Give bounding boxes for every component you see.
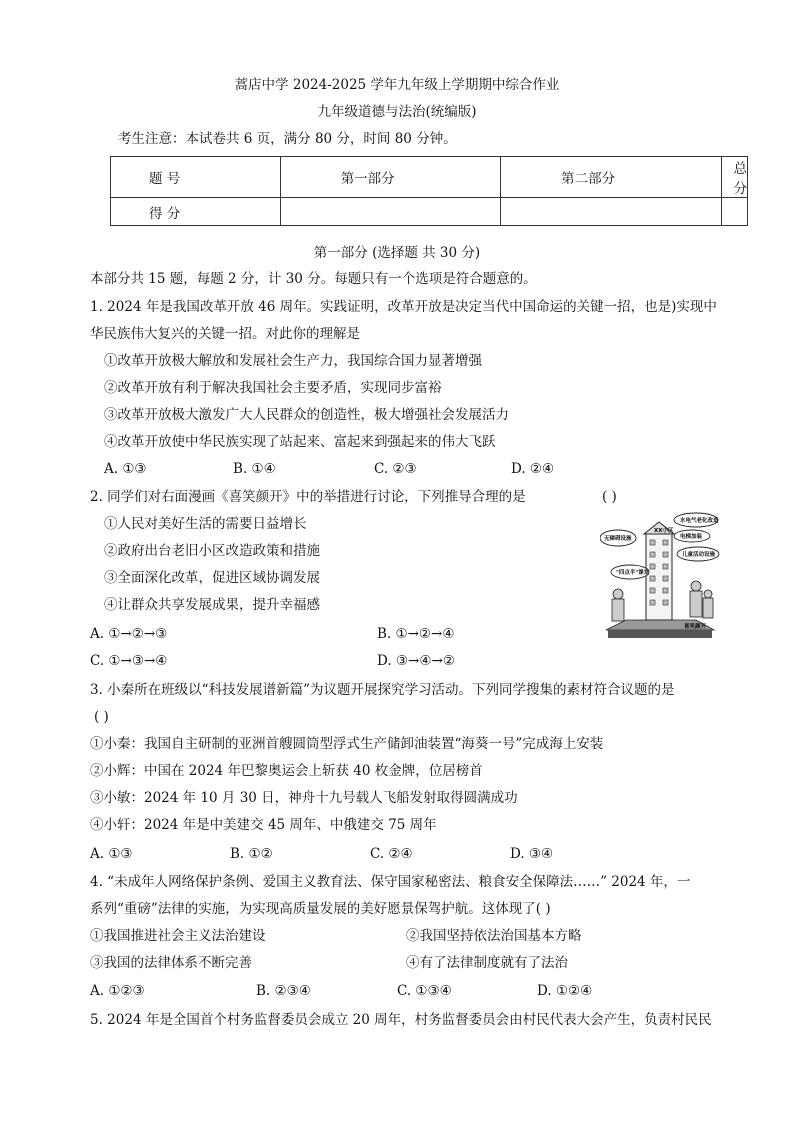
- q2-option-a[interactable]: A. ①→②→③: [90, 626, 168, 642]
- table-cell: 总 分: [721, 157, 748, 198]
- q4-item: ②我国坚持依法治国基本方略: [406, 928, 582, 944]
- q3-option-a[interactable]: A. ①③: [90, 846, 133, 862]
- q2-item: ①人民对美好生活的需要日益增长: [104, 516, 307, 532]
- q3-stem-line1: 3. 小秦所在班级以“科技发展谱新篇”为议题开展探究学习活动。下列同学搜集的素材符合议题的是: [90, 682, 675, 698]
- table-row: [111, 157, 748, 198]
- score-input-part1[interactable]: [280, 198, 500, 226]
- q2-option-d[interactable]: D. ③→④→②: [377, 653, 455, 669]
- q4-item: ③我国的法律体系不断完善: [90, 955, 252, 971]
- q3-item: ②小辉：中国在 2024 年巴黎奥运会上斩获 40 枚金牌，位居榜首: [90, 763, 483, 779]
- q2-item: ④让群众共享发展成果，提升幸福感: [104, 597, 320, 613]
- q1-stem-line1: 1. 2024 年是我国改革开放 46 周年。实践证明，改革开放是决定当代中国命运的关键一招，也是)实现中: [90, 299, 717, 315]
- exam-notice: 考生注意：本试卷共 6 页，满分 80 分，时间 80 分钟。: [118, 131, 457, 147]
- cartoon-label-services: 儿童活动设施: [682, 552, 716, 558]
- q1-stem-line2: 华民族伟大复兴的关键一招。对此你的理解是: [90, 326, 360, 342]
- cartoon-illustration: [600, 512, 720, 642]
- q1-item: ④改革开放使中华民族实现了站起来、富起来到强起来的伟大飞跃: [104, 434, 496, 450]
- cartoon-svg: [600, 512, 720, 642]
- q1-option-d[interactable]: D. ②④: [511, 461, 555, 477]
- q3-answer-paren[interactable]: ( ): [94, 709, 109, 725]
- exam-subtitle: 九年级道德与法治(统编版): [317, 104, 477, 120]
- table-cell: 第二部分: [501, 157, 721, 198]
- q3-option-d[interactable]: D. ③④: [510, 846, 554, 862]
- q4-option-a[interactable]: A. ①②③: [90, 983, 145, 999]
- q4-item: ①我国推进社会主义法治建设: [90, 928, 266, 944]
- q4-item: ④有了法律制度就有了法治: [406, 955, 568, 971]
- q5-stem-line1: 5. 2024 年是全国首个村务监督委员会成立 20 周年，村务监督委员会由村民代表大会产生，负责村民民: [90, 1012, 712, 1028]
- exam-title: 蒿店中学 2024-2025 学年九年级上学期期中综合作业: [234, 77, 560, 93]
- cartoon-label-barrier-free: 无障碍设施: [604, 536, 632, 542]
- q2-stem: 2. 同学们对右面漫画《喜笑颜开》中的举措进行讨论，下列推导合理的是: [90, 489, 526, 505]
- q2-item: ③全面深化改革，促进区域协调发展: [104, 570, 320, 586]
- score-input-part2[interactable]: [501, 198, 721, 226]
- q4-option-d[interactable]: D. ①②④: [537, 983, 593, 999]
- q1-option-a[interactable]: A. ①③: [104, 461, 147, 477]
- q3-option-b[interactable]: B. ①②: [230, 846, 273, 862]
- table-cell: 得 分: [111, 198, 281, 226]
- score-table: [110, 156, 748, 226]
- table-cell: 第一部分: [280, 157, 500, 198]
- q2-option-b[interactable]: B. ①→②→④: [377, 626, 455, 642]
- part1-heading: 第一部分 (选择题 共 30 分): [313, 245, 481, 261]
- q4-stem-line2: 系列“重磅”法律的实施，为实现高质量发展的美好愿景保驾护航。这体现了( ): [90, 901, 551, 917]
- q1-option-b[interactable]: B. ①④: [233, 461, 276, 477]
- q2-item: ②政府出台老旧小区改造政策和措施: [104, 543, 320, 559]
- q1-item: ①改革开放极大解放和发展社会生产力，我国综合国力显著增强: [104, 353, 482, 369]
- q4-stem-line1: 4. “未成年人网络保护条例、爱国主义教育法、保守国家秘密法、粮食安全保障法……” 2024 年，一: [90, 874, 691, 890]
- q1-item: ②改革开放有利于解决我国社会主要矛盾，实现同步富裕: [104, 380, 442, 396]
- cartoon-label-utilities: 水电气老化改造: [680, 518, 719, 524]
- q3-item: ①小秦：我国自主研制的亚洲首艘圆筒型浮式生产储卸油装置“海葵一号”完成海上安装: [90, 736, 604, 752]
- cartoon-label-community: XX小区: [654, 528, 674, 534]
- table-cell: 题 号: [111, 157, 281, 198]
- q2-answer-paren[interactable]: ( ): [602, 489, 617, 505]
- score-input-total[interactable]: [721, 198, 748, 226]
- table-row: [111, 198, 748, 226]
- q3-item: ④小轩：2024 年是中美建交 45 周年、中俄建交 75 周年: [90, 817, 437, 833]
- cartoon-caption: 喜笑颜开: [684, 624, 707, 630]
- cartoon-label-parking: 电梯加装: [680, 534, 703, 540]
- q3-item: ③小敏：2024 年 10 月 30 日，神舟十九号载人飞船发射取得圆满成功: [90, 790, 518, 806]
- part1-instructions: 本部分共 15 题，每题 2 分，计 30 分。每题只有一个选项是符合题意的。: [90, 271, 537, 287]
- q4-option-c[interactable]: C. ①③④: [397, 983, 452, 999]
- q1-option-c[interactable]: C. ②③: [374, 461, 417, 477]
- q4-option-b[interactable]: B. ②③④: [256, 983, 311, 999]
- q2-option-c[interactable]: C. ①→③→④: [90, 653, 168, 669]
- q1-item: ③改革开放极大激发广大人民群众的创造性，极大增强社会发展活力: [104, 407, 509, 423]
- cartoon-label-fourth: "四点半"课堂: [616, 570, 650, 576]
- q3-option-c[interactable]: C. ②④: [370, 846, 413, 862]
